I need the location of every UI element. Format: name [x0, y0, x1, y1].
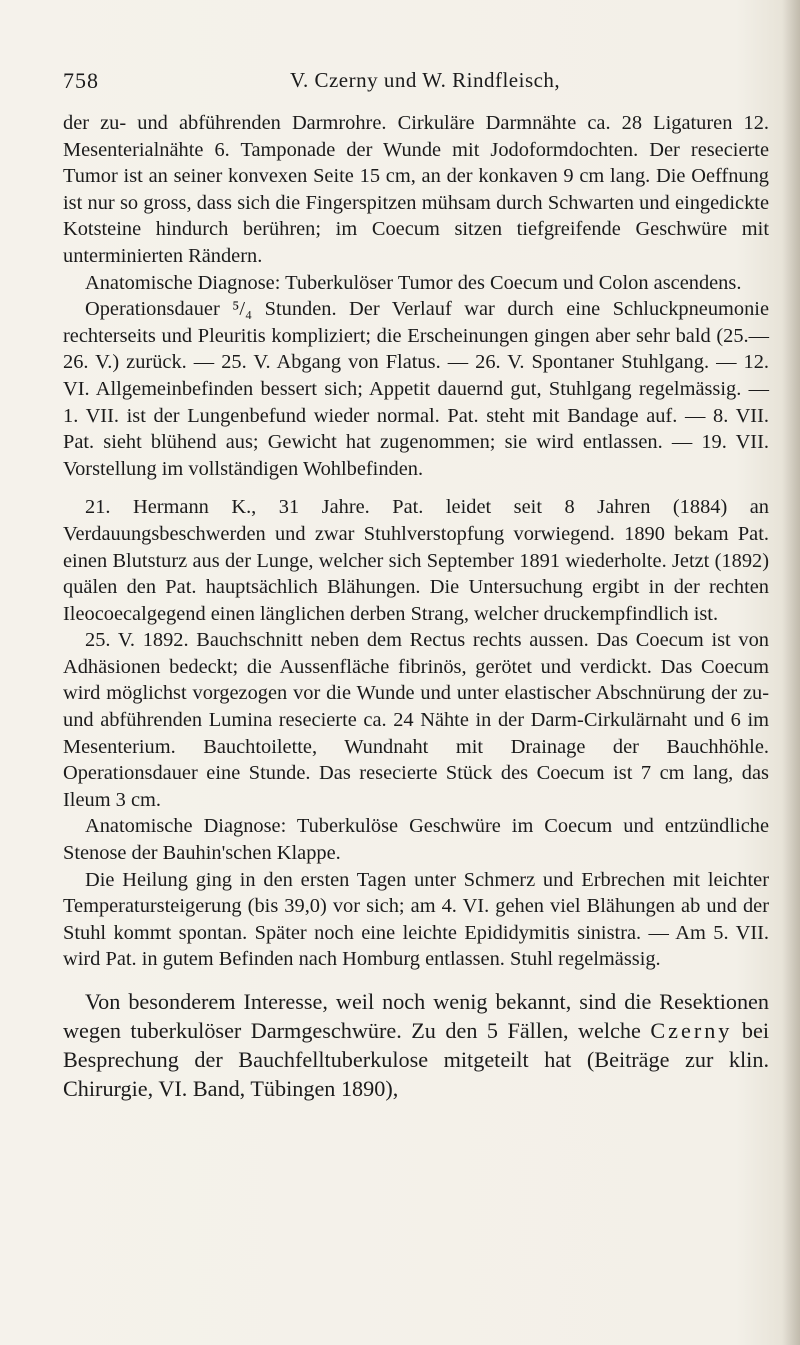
- running-head: V. Czerny und W. Rindfleisch,: [290, 68, 561, 92]
- paragraph-diagnosis-1: Anatomische Diagnose: Tuberkulöser Tumor des Coecum und Colon ascendens.: [85, 271, 742, 294]
- body-text: [63, 110, 769, 1103]
- page-number: 758: [63, 68, 99, 93]
- paragraph-resections: [63, 987, 769, 1103]
- paragraph-course-1: Operationsdauer ⁵/₄ Stunden. Der Verlauf war durch eine Schluckpneumonie rechterseits und Pleuritis kompliziert; die Erscheinungen gingen aber sehr bald (25.—26. V.) zurück. — 25. V. Abgang von Flatus. — 26. V. Spontaner Stuhlgang. — 12. VI. Allgemeinbefinden bessert sich; Appetit dauernd gut, Stuhlgang regelmässig. — 1. VII. ist der Lungenbefund wieder normal. Pat. steht mit Bandage auf. — 8. VII. Pat. sieht blühend aus; Gewicht hat zugenommen; sie wird entlassen. — 19. VII. Vorstellung im vollständigen Wohlbefinden.: [63, 298, 769, 480]
- paragraph-case-21: 21. Hermann K., 31 Jahre. Pat. leidet seit 8 Jahren (1884) an Verdauungsbeschwerden und zwar Stuhlverstopfung vorwiegend. 1890 bekam Pat. einen Blutsturz aus der Lunge, welcher sich September 1891 wiederholte. Jetzt (1892) quälen den Pat. hauptsächlich Blähungen. Die Untersuchung ergibt in der rechten Ileocoecalgegend einen länglichen derben Strang, welcher druckempfindlich ist.: [63, 496, 769, 625]
- paragraph-continuation: der zu- und abführenden Darmrohre. Cirkuläre Darmnähte ca. 28 Ligaturen 12. Mesenterialnähte 6. Tamponade der Wunde mit Jodoformdochten. Der resecierte Tumor ist an seiner konvexen Seite 15 cm, an der konkaven 9 cm lang. Die Oeffnung ist nur so gross, dass sich die Fingerspitzen mühsam durch Schwarten und eingedickte Kotsteine hindurch berühren; im Coecum sitzen tiefgreifende Geschwüre mit unterminierten Rändern.: [63, 112, 769, 267]
- page-edge-shadow: [782, 0, 800, 1345]
- resections-text-after: bei Besprechung der Bauchfelltuberkulose mitgeteilt hat (Beiträge zur klin. Chirurgie, VI. Band, Tübingen 1890),: [63, 1018, 770, 1101]
- paragraph-healing: Die Heilung ging in den ersten Tagen unter Schmerz und Erbrechen mit leichter Temperatursteigerung (bis 39,0) vor sich; am 4. VI. gehen viel Blähungen ab und der Stuhl kommt spontan. Später noch eine leichte Epididymitis sinistra. — Am 5. VII. wird Pat. in gutem Befinden nach Homburg entlassen. Stuhl regelmässig.: [63, 868, 769, 971]
- page-header: [63, 68, 760, 94]
- paragraph-diagnosis-2: Anatomische Diagnose: Tuberkulöse Geschwüre im Coecum und entzündliche Stenose der Bauhin'schen Klappe.: [63, 815, 769, 865]
- resections-text-before: Von besonderem Interesse, weil noch wenig bekannt, sind die Resektionen wegen tuberkulöser Darmgeschwüre. Zu den 5 Fällen, welche: [63, 989, 769, 1043]
- paragraph-operation: 25. V. 1892. Bauchschnitt neben dem Rectus rechts aussen. Das Coecum ist von Adhäsionen bedeckt; die Aussenfläche fibrinös, gerötet und verdickt. Das Coecum wird möglichst vorgezogen vor die Wunde und unter elastischer Abschnürung der zu- und abführenden Lumina resecierte ca. 24 Nähte in der Darm-Cirkulärnaht und 6 im Mesenterium. Bauchtoilette, Wundnaht mit Drainage der Bauchhöhle. Operationsdauer eine Stunde. Das resecierte Stück des Coecum ist 7 cm lang, das Ileum 3 cm.: [63, 629, 769, 811]
- author-name-czerny: Czerny: [650, 1018, 733, 1043]
